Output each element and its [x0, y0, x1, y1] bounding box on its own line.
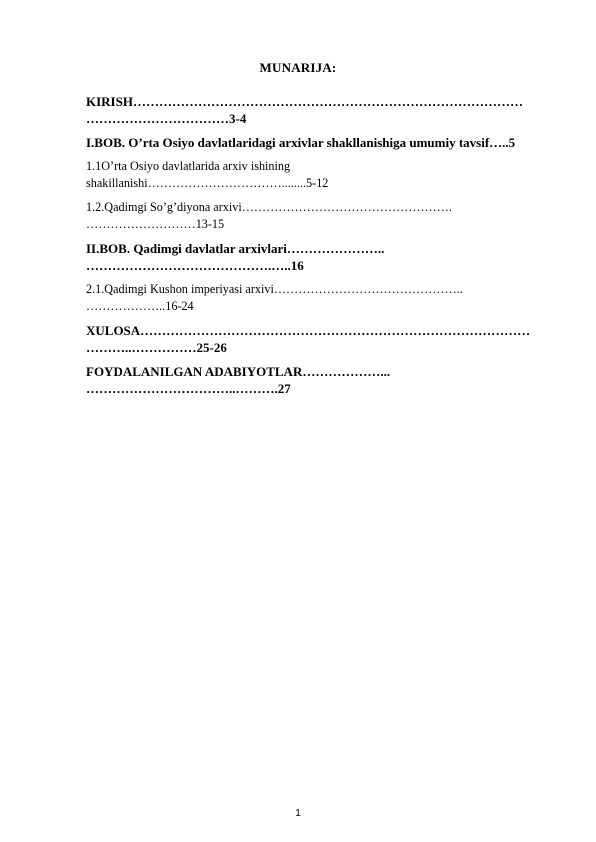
- toc-entry-line: 1.2.Qadimgi So’g’diyona arxivi…………………………………………….: [86, 200, 452, 214]
- toc-entry-line: …………………………………….…..16: [86, 258, 304, 273]
- toc-entry-chapter-1: [86, 134, 552, 151]
- page-number: 1: [295, 808, 301, 819]
- toc-entry-line: 2.1.Qadimgi Kushon imperiyasi arxivi………………………………………..: [86, 282, 463, 296]
- toc-entry-adabiyotlar: [86, 363, 552, 397]
- toc-entry-line: KIRISH………………………………………………………………………………: [86, 94, 523, 109]
- toc-entry-section-1-1: [86, 158, 552, 192]
- toc-entry-section-1-2: [86, 199, 552, 233]
- table-of-contents: [86, 93, 552, 404]
- toc-entry-line: ……………………………3-4: [86, 111, 247, 126]
- toc-entry-line: 1.1O’rta Osiyo davlatlarida arxiv ishining: [86, 159, 291, 173]
- toc-entry-line: shakillanishi……………………………........5-12: [86, 176, 329, 190]
- toc-entry-line: XULOSA………………………………………………………………………………: [86, 323, 531, 338]
- page-title: MUNARIJA:: [259, 60, 337, 75]
- toc-entry-line: ………………..16-24: [86, 299, 194, 313]
- toc-entry-line: ……………………………..……….27: [86, 381, 291, 396]
- toc-entry-line: ………..……………25-26: [86, 340, 227, 355]
- toc-entry-line: FOYDALANILGAN ADABIYOTLAR………………...: [86, 364, 391, 379]
- toc-entry-xulosa: [86, 322, 552, 356]
- toc-entry-chapter-2: [86, 240, 552, 274]
- toc-entry-kirish: [86, 93, 552, 127]
- toc-entry-line: ………………………13-15: [86, 217, 225, 231]
- toc-entry-line: II.BOB. Qadimgi davlatlar arxivlari…………………..: [86, 241, 385, 256]
- toc-entry-line: I.BOB. O’rta Osiyo davlatlaridagi arxivlar shakllanishiga umumiy tavsif…..5: [86, 135, 516, 150]
- toc-entry-section-2-1: [86, 281, 552, 315]
